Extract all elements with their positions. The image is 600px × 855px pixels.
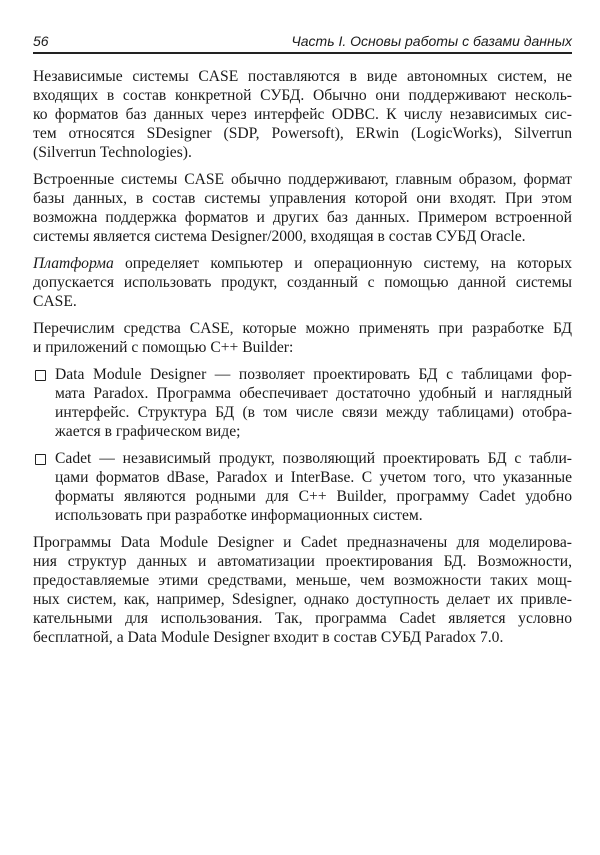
list-item xyxy=(33,365,572,441)
paragraph-closing xyxy=(33,533,572,647)
text-line xyxy=(33,254,572,273)
page-body xyxy=(33,67,572,655)
text-line: Cadet — независимый продукт, позволяющий проектировать БД с табли- xyxy=(55,450,572,467)
text-line: CASE. xyxy=(33,293,77,310)
page-number: 56 xyxy=(33,33,49,49)
text-line: ния структур данных и автоматизации проектирования БД. Возможности, xyxy=(33,553,572,570)
text-line: системы является система Designer/2000, входящая в состав СУБД Oracle. xyxy=(33,228,526,245)
italic-term: Платформа xyxy=(33,255,114,272)
text-line: ко форматов баз данных через интерфейс ODBC. К числу независимых сис- xyxy=(33,106,572,123)
text-line: Перечислим средства CASE, которые можно применять при разработке БД xyxy=(33,320,572,337)
chapter-title: Часть I. Основы работы с базами данных xyxy=(291,33,572,49)
text-line: кательными для использования. Так, программа Cadet является условно xyxy=(33,610,572,627)
text-line: Встроенные системы CASE обычно поддерживают, главным образом, формат xyxy=(33,171,572,188)
text-fragment: определяет компьютер и операционную систему, на которых xyxy=(113,255,572,272)
text-line: возможна поддержка форматов и других баз данных. Примером встроенной xyxy=(33,209,572,226)
text-line: использовать при разработке информационных систем. xyxy=(55,507,423,524)
text-line: бесплатной, а Data Module Designer входит в состав СУБД Paradox 7.0. xyxy=(33,629,504,646)
list-item xyxy=(33,449,572,525)
text-line: и приложений с помощью C++ Builder: xyxy=(33,339,294,356)
text-line: Data Module Designer — позволяет проектировать БД с таблицами фор- xyxy=(55,366,572,383)
paragraph-platform xyxy=(33,254,572,311)
text-line: Независимые системы CASE поставляются в виде автономных систем, не xyxy=(33,68,572,85)
text-line: Программы Data Module Designer и Cadet предназначены для моделирова- xyxy=(33,534,572,551)
text-line: цами форматов dBase, Paradox и InterBase. С учетом того, что указанные xyxy=(55,469,572,486)
text-line: жается в графическом виде; xyxy=(55,423,241,440)
checkbox-bullet-icon xyxy=(35,370,46,381)
running-header xyxy=(33,32,572,54)
text-line: входящих в состав конкретной СУБД. Обычно они поддерживают несколь- xyxy=(33,87,572,104)
text-line: тем относятся SDesigner (SDP, Powersoft), ERwin (LogicWorks), Silverrun xyxy=(33,125,572,142)
checkbox-bullet-icon xyxy=(35,454,46,465)
paragraph-independent-case xyxy=(33,67,572,162)
text-line: мата Paradox. Программа обеспечивает достаточно удобный и наглядный xyxy=(55,385,572,402)
text-line: (Silverrun Technologies). xyxy=(33,144,192,161)
text-line: допускается использовать продукт, созданный с помощью данной системы xyxy=(33,274,572,291)
text-line: форматы являются родными для C++ Builder, программу Cadet удобно xyxy=(55,488,572,505)
paragraph-list-intro xyxy=(33,319,572,357)
text-line: интерфейс. Структура БД (в том числе связи между таблицами) отобра- xyxy=(55,404,572,421)
text-line: предоставляемые этими средствами, меньше, чем возможности таких мощ- xyxy=(33,572,572,589)
text-line: базы данных, в состав системы управления которой они входят. При этом xyxy=(33,190,572,207)
paragraph-embedded-case xyxy=(33,170,572,246)
text-line: ных систем, как, например, Sdesigner, однако доступность делает их привле- xyxy=(33,591,572,608)
